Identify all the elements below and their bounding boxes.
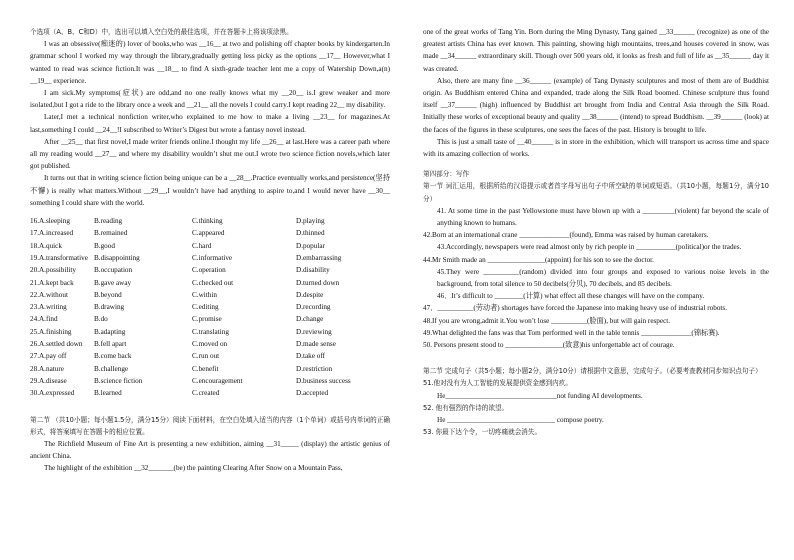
option-cell: B.drawing — [94, 303, 125, 312]
option-cell: C.hard — [192, 241, 212, 250]
vocab-question: 44.Mr Smith made an ________________(appoint) for his son to see the doctor. — [423, 255, 654, 264]
passage-paragraph: It turns out that in writing science fiction being unique can be a __28__.Practice eventually works,and persistence(坚持不懈) is really what matters.Without __29__,I wouldn’t have had anything to aspire to,and I would never have __30__ something I could share with the world. — [30, 174, 390, 207]
option-row — [30, 338, 390, 350]
option-cell: B.beyond — [94, 290, 122, 299]
option-cell: 30.A.expressed — [30, 389, 75, 398]
vocab-question: 49.What delighted the fans was that Tom performed well in the table tennis ______________(锦标赛). — [423, 328, 720, 337]
option-cell: C.translating — [192, 327, 229, 336]
vocab-question: 43.Accordingly, newspapers were read almost only by rich people in ___________(political)or the trades. — [437, 243, 742, 252]
translate-list — [423, 377, 769, 438]
option-cell: C.benefit — [192, 364, 219, 373]
left-column — [30, 26, 390, 475]
vocab-list — [423, 205, 769, 351]
option-cell: C.appeared — [192, 229, 225, 238]
option-cell: B.science fiction — [94, 376, 143, 385]
option-cell: 22.A.without — [30, 290, 68, 299]
option-cell: D.accepted — [296, 389, 329, 398]
option-cell: 25.A.finishing — [30, 327, 72, 336]
option-cell: C.promise — [192, 315, 222, 324]
museum-paragraph: one of the great works of Tang Yin. Born during the Ming Dynasty, Tang gained __33______ (recognize) as one of the greatest artists China has ever known. This painting, showing high mountains, trees,and houses covered in snow, was made __34______ extraordinary skill. Though over 500 years old, it looks as fresh and full of life as __35______ day it was created. — [423, 28, 769, 73]
vocab-question: 45.They were __________(random) divided into four groups and exposed to various noise levels in the background, from total silence to 50 decibels(分贝), 70 decibels, and 85 decibels. — [437, 267, 769, 289]
option-cell: B.adapting — [94, 327, 126, 336]
option-cell: C.moved on — [192, 340, 228, 349]
option-row — [30, 252, 390, 264]
option-row — [30, 387, 390, 399]
option-cell: C.operation — [192, 266, 226, 275]
option-cell: D.despite — [296, 290, 324, 299]
vocab-question: 46．It’s difficult to ________(计算) what effect all these changes will have on the company. — [437, 292, 705, 301]
option-row — [30, 313, 390, 325]
option-cell: C.editing — [192, 303, 219, 312]
option-row — [30, 375, 390, 387]
option-row — [30, 289, 390, 301]
option-cell: D.popular — [296, 241, 325, 250]
museum-paragraph: The highlight of the exhibition __32_______(be) the painting Clearing After Snow on a Mountain Pass, — [44, 464, 343, 473]
vocab-question: 41. At some time in the past Yellowstone must have blown up with a _________(violent) far beyond the scale of anything known to humans. — [437, 206, 769, 228]
option-row — [30, 227, 390, 239]
option-cell: D.playing — [296, 217, 325, 226]
instructions-line: 个选项（A、B、C和D）中，选出可以填入空白处的最佳选项，并在答题卡上将该项涂黑。 — [30, 28, 293, 36]
option-cell: D.change — [296, 315, 324, 324]
option-cell: 28.A.nature — [30, 364, 64, 373]
option-row — [30, 350, 390, 362]
option-cell: D.restriction — [296, 364, 333, 373]
option-cell: 18.A.quick — [30, 241, 62, 250]
translate-prompt: 52. 他有强烈的作诗的欲望。 — [423, 403, 509, 412]
vocab-question: 42.Born at an international crane ______________(found), Emma was raised by human caretakers. — [423, 231, 709, 240]
vocab-question: 50. Persons present stood to ________________(致意)his unforgettable act of courage. — [423, 341, 675, 350]
option-cell: D.take off — [296, 352, 326, 361]
option-cell: B.come back — [94, 352, 132, 361]
option-row — [30, 301, 390, 313]
vocab-section-heading: 第一节 词汇运用，根据所给的汉语提示或者首字母写出句子中所空缺的单词或短语。（共10小题，每题1分，满分10分） — [423, 182, 769, 203]
option-cell: B.reading — [94, 217, 123, 226]
translate-prompt: 53. 你最下达个令，一切疼痛就会消失。 — [423, 428, 542, 437]
option-cell: C.checked out — [192, 278, 234, 287]
option-row — [30, 215, 390, 227]
passage-paragraph: After __25__ that first novel,I made writer friends online.I thought my life __26__ at last.Here was a career path where all my reading would __27__ and where my disability wouldn’t shut me out.I wrote two science fiction novels,which later got published. — [30, 137, 390, 171]
museum-paragraph: This is just a small taste of __40______ is in store in the exhibition, which will transport us across time and space with its amazing collection of works. — [423, 137, 769, 159]
option-cell: 17.A.increased — [30, 229, 74, 238]
option-cell: D.disability — [296, 266, 330, 275]
right-column — [423, 26, 769, 439]
option-cell: B.occupation — [94, 266, 133, 275]
section2-heading: 第二节 （共10小题；每小题1.5分，满分15分）阅读下面材料，在空白处填入适当的内容（1个单词）或括号内单词的正确形式，将答案填写在答题卡的相应位置。 — [30, 415, 390, 436]
passage-paragraph: Later,I met a technical nonfiction writer,who explained to me how to make a living __23__ for magazines.At last,something I could __24__!I subscribed to Writer’s Digest but wrote a fantasy novel instead. — [30, 113, 390, 134]
option-row — [30, 264, 390, 276]
option-cell: D.reviewing — [296, 327, 332, 336]
option-cell: C.informative — [192, 253, 233, 262]
option-cell: 19.A.transformative — [30, 253, 88, 262]
option-cell: 23.A.writing — [30, 303, 67, 312]
passage-paragraph: I am sick.My symptoms(症状) are odd,and no one really knows what my __20__ is.I grew weaker and more isolated,but I got a ride to the library once a week and __21__ all the novels I could carry.I kept reading 22__ my disability. — [30, 89, 390, 110]
option-cell: 21.A.kept back — [30, 278, 74, 287]
option-cell: C.within — [192, 290, 217, 299]
option-cell: 26.A.settled down — [30, 340, 83, 349]
option-cell: C.encouragement — [192, 376, 243, 385]
option-cell: 27.A.pay off — [30, 352, 67, 361]
option-cell: B.good — [94, 241, 115, 250]
translate-answer-line: He_______________________________not funding AI developments. — [437, 391, 643, 400]
option-cell: 20.A.possibility — [30, 266, 76, 275]
option-row — [30, 277, 390, 289]
option-cell: B.remained — [94, 229, 128, 238]
translate-answer-line: He ______________________________ compose poetry. — [437, 416, 604, 425]
museum-paragraph: Also, there are many fine __36______ (example) of Tang Dynasty sculptures and most of them are of Buddhist origin. As Buddhism entered China and expanded, trade along the Silk Road boomed. Chinese sculpture thus found itself __37______ (high) influenced by Buddhist art brought from India and Central Asia through the Silk Road. Initially these works of exceptional beauty and quality __38______ (intend) to spread Buddhism. __39______ (look) at the faces of the figures in these sculptures, one sees the faces of the past. History is brought to life. — [423, 76, 769, 134]
option-row — [30, 326, 390, 338]
part4-heading: 第四部分：写作 — [423, 170, 470, 179]
option-cell: B.learned — [94, 389, 122, 398]
option-cell: D.turned down — [296, 278, 340, 287]
option-cell: D.embarrassing — [296, 253, 342, 262]
option-cell: D.recording — [296, 303, 331, 312]
options-table — [30, 215, 390, 399]
option-row — [30, 240, 390, 252]
option-cell: 29.A.disease — [30, 376, 67, 385]
vocab-question: 47．__________(劳动者) shortages have forced the Japanese into making heavy use of industrial robots. — [423, 304, 728, 313]
option-row — [30, 363, 390, 375]
option-cell: C.created — [192, 389, 220, 398]
option-cell: 16.A.sleeping — [30, 217, 70, 226]
option-cell: B.fell apart — [94, 340, 127, 349]
option-cell: C.run out — [192, 352, 220, 361]
option-cell: C.thinking — [192, 217, 223, 226]
museum-paragraph: The Richfield Museum of Fine Art is presenting a new exhibition, aiming __31_____ (display) the artistic genius of ancient China. — [30, 439, 390, 461]
vocab-question: 48.If you are wrong,admit it.You won’t lose __________(脸面), but will gain respect. — [423, 316, 671, 325]
option-cell: 24.A.find — [30, 315, 58, 324]
option-cell: B.disappointing — [94, 253, 140, 262]
translate-section-heading: 第二节 完成句子（共5小题；每小题2分，满分10分）请根据中文意思，完成句子。（必要考查教材同步知识点句子） — [423, 367, 762, 376]
option-cell: B.do — [94, 315, 108, 324]
option-cell: B.gave away — [94, 278, 132, 287]
option-cell: D.business success — [296, 376, 351, 385]
passage-paragraph: I was an obsessive(痴迷的) lover of books,who was __16__ at two and polishing off chapter books by kindergarten.In grammar school I worked my way through the library,gradually getting less picky as the options __17__ However,what I wanted to read was science fiction.It was __18__ to find A sixth-grade teacher lent me a copy of Watership Down,a(n) __19__ experience. — [30, 40, 390, 85]
option-cell: D.made sense — [296, 340, 336, 349]
translate-prompt: 51.他对没有为人工智能的发展提供资金感到内疚。 — [423, 379, 572, 388]
option-cell: D.thinned — [296, 229, 325, 238]
option-cell: B.challenge — [94, 364, 129, 373]
